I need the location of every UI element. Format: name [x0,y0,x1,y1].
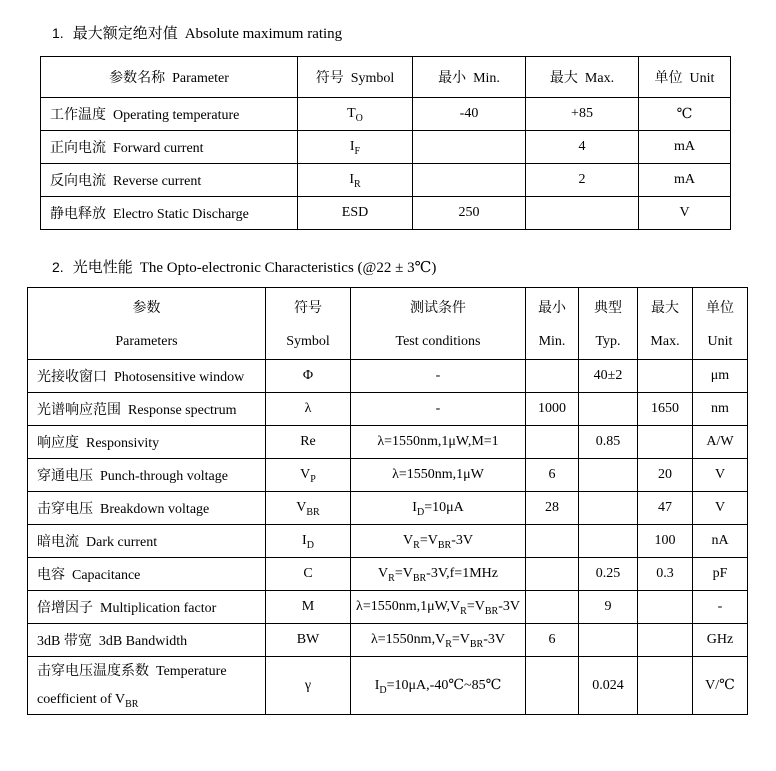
absolute-maximum-rating-table [40,56,731,230]
header-unit: 单位 Unit [693,288,748,360]
param-cell: 击穿电压 Breakdown voltage [28,492,266,525]
unit-cell: V [693,459,748,492]
table-row [28,525,748,558]
param-cell: 反向电流 Reverse current [41,164,298,197]
table-header-row [41,57,731,98]
min-cell [526,591,579,624]
param-cell: 静电释放 Electro Static Discharge [41,197,298,230]
max-cell: 0.3 [638,558,693,591]
header-min: 最小 Min. [526,288,579,360]
section2-number: 2. [52,259,64,275]
cond-cell: $I_D=10\mu A$ [351,492,526,525]
min-cell [526,426,579,459]
header-min: 最小 Min. [413,57,526,98]
symbol-cell: Φ [266,360,351,393]
header-symbol: 符号 Symbol [266,288,351,360]
min-cell: 6 [526,459,579,492]
min-cell: 6 [526,624,579,657]
cond-cell: $V_R=V_{BR}-3V$ [351,525,526,558]
symbol-cell: $I_D$ [266,525,351,558]
min-cell [526,525,579,558]
symbol-cell: $I_R$ [298,164,413,197]
cond-cell: - [351,360,526,393]
symbol-cell: $T_O$ [298,98,413,131]
min-cell [526,657,579,715]
opto-electronic-characteristics-table [27,287,748,715]
header-unit: 单位 Unit [639,57,731,98]
typ-cell [579,393,638,426]
max-cell: 47 [638,492,693,525]
section2-title-zh: 光电性能 [72,260,133,276]
cond-cell: $\lambda=1550nm,V_R=V_{BR}-3V$ [351,624,526,657]
param-cell: 工作温度 Operating temperature [41,98,298,131]
typ-cell: 0.024 [579,657,638,715]
max-cell: 100 [638,525,693,558]
typ-cell: 40±2 [579,360,638,393]
max-cell: 20 [638,459,693,492]
unit-cell: ℃ [639,98,731,131]
symbol-cell: $V_P$ [266,459,351,492]
section1-title-zh: 最大额定绝对值 [72,26,178,42]
max-cell [638,591,693,624]
unit-cell: - [693,591,748,624]
max-cell [638,426,693,459]
max-cell: +85 [526,98,639,131]
symbol-cell: Re [266,426,351,459]
max-cell: 1650 [638,393,693,426]
table-row [41,197,731,230]
param-cell: 电容 Capacitance [28,558,266,591]
symbol-cell: C [266,558,351,591]
cond-cell: λ=1550nm,1μW,M=1 [351,426,526,459]
unit-cell: nm [693,393,748,426]
table-row [28,492,748,525]
cond-cell: $V_R=V_{BR}-3V,f=1MHz$ [351,558,526,591]
symbol-cell: BW [266,624,351,657]
typ-cell: 0.85 [579,426,638,459]
table-row [28,558,748,591]
symbol-cell: ESD [298,197,413,230]
param-cell: 光接收窗口 Photosensitive window [28,360,266,393]
header-parameters: 参数 Parameters [28,288,266,360]
cond-cell: λ=1550nm,1μW [351,459,526,492]
table-row [28,624,748,657]
min-cell [526,558,579,591]
typ-cell: 9 [579,591,638,624]
min-cell: 1000 [526,393,579,426]
cond-cell: $\lambda=1550nm,1\mu W,V_R=V_{BR}-3V$ [351,591,526,624]
param-cell: 穿通电压 Punch-through voltage [28,459,266,492]
header-max: 最大 Max. [526,57,639,98]
unit-cell: V [693,492,748,525]
min-cell: 250 [413,197,526,230]
max-cell [638,360,693,393]
min-cell [413,164,526,197]
table-row [41,164,731,197]
section1-number: 1. [52,25,64,41]
unit-cell: μm [693,360,748,393]
table-row [41,131,731,164]
unit-cell: GHz [693,624,748,657]
symbol-cell: γ [266,657,351,715]
table-row [28,657,748,715]
param-cell: 正向电流 Forward current [41,131,298,164]
table-row [41,98,731,131]
min-cell [526,360,579,393]
param-cell: 倍增因子 Multiplication factor [28,591,266,624]
unit-cell: mA [639,164,731,197]
section2-title-en: The Opto-electronic Characteristics (@22 ± 3℃) [139,260,437,276]
min-cell [413,131,526,164]
max-cell [638,624,693,657]
cond-cell: - [351,393,526,426]
section2-title [52,256,776,277]
table-row [28,393,748,426]
unit-cell: A/W [693,426,748,459]
header-max: 最大 Max. [638,288,693,360]
param-cell: 暗电流 Dark current [28,525,266,558]
table-header-row [28,288,748,360]
symbol-cell: λ [266,393,351,426]
symbol-cell: M [266,591,351,624]
header-symbol: 符号 Symbol [298,57,413,98]
typ-cell [579,459,638,492]
table-row [28,459,748,492]
table-row [28,426,748,459]
table-row [28,360,748,393]
typ-cell [579,624,638,657]
unit-cell: nA [693,525,748,558]
param-cell: 3dB 带宽 3dB Bandwidth [28,624,266,657]
symbol-cell: $V_{BR}$ [266,492,351,525]
max-cell: 4 [526,131,639,164]
header-test-conditions: 测试条件 Test conditions [351,288,526,360]
header-typ: 典型 Typ. [579,288,638,360]
section1-title-en: Absolute maximum rating [184,26,343,42]
unit-cell: pF [693,558,748,591]
typ-cell: 0.25 [579,558,638,591]
unit-cell: mA [639,131,731,164]
param-cell: 击穿电压温度系数 Temperature coefficient of $V_{BR}$ [28,657,266,715]
cond-cell: $I_D=10\mu A,-40℃\sim 85℃$ [351,657,526,715]
param-cell: 光谱响应范围 Response spectrum [28,393,266,426]
table-row [28,591,748,624]
unit-cell: V [639,197,731,230]
header-parameter: 参数名称 Parameter [41,57,298,98]
min-cell: -40 [413,98,526,131]
max-cell: 2 [526,164,639,197]
section1-title [52,22,776,43]
typ-cell [579,525,638,558]
max-cell [638,657,693,715]
min-cell: 28 [526,492,579,525]
typ-cell [579,492,638,525]
max-cell [526,197,639,230]
symbol-cell: $I_F$ [298,131,413,164]
param-cell: 响应度 Responsivity [28,426,266,459]
unit-cell: V/℃ [693,657,748,715]
